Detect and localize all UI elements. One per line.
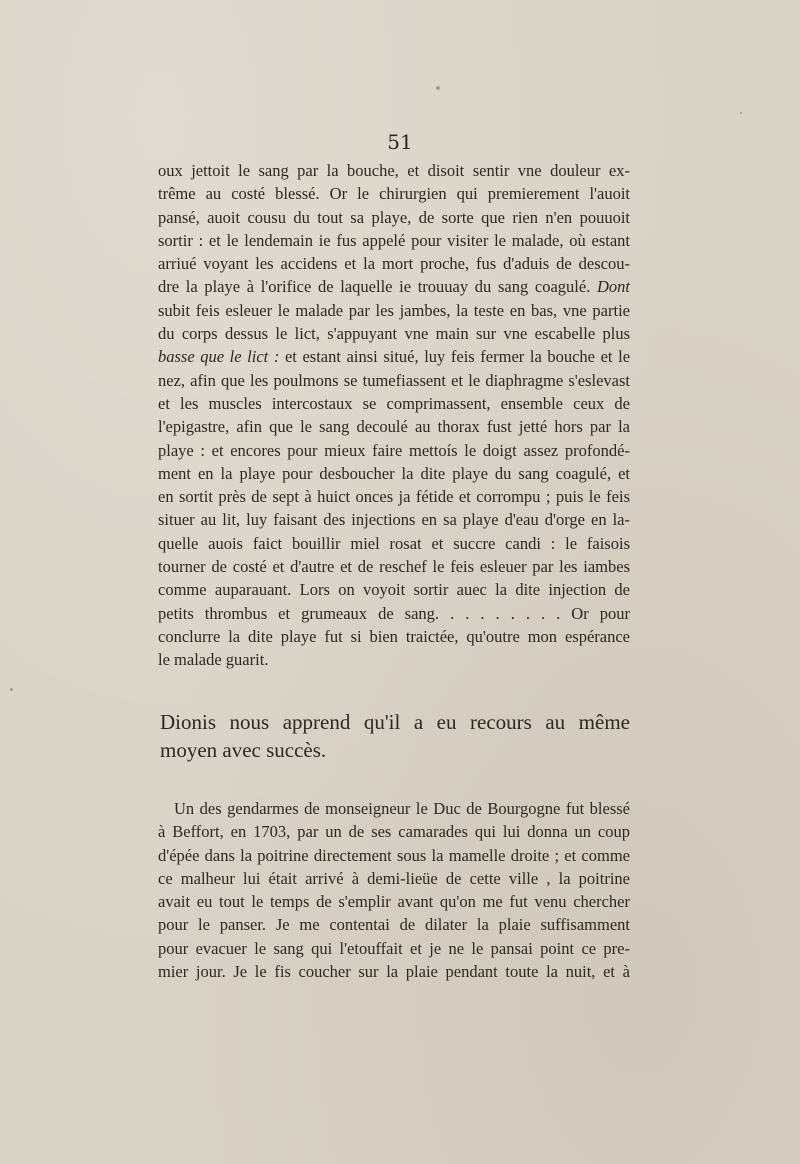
paper-speck [436,86,440,90]
text-segment: dre la playe à l'orifice de laquelle ie trouuay du sang coagulé. [158,277,591,297]
heading-line: Dionis nous apprend qu'il a eu recours au même [160,710,630,734]
text-line: Un des gendarmes de monseigneur le Duc de Bourgogne fut blessé [174,799,630,818]
text-line [158,275,630,298]
italic-text: Dont [597,277,630,297]
text-line: pour evacuer le sang qui l'etouffait et je ne le pansai point ce pre- [158,938,630,958]
text-line: nez, afin que les poulmons se tumefiassent et le diaphragme s'eslevast [158,370,630,390]
text-line: playe : et encores pour mieux faire mettoís le doigt assez profondé- [158,440,630,460]
text-line: petits thrombus et grumeaux de sang. . . . . . . . . Or pour [158,603,630,623]
text-line: pansé, auoit cousu du tout sa playe, de sorte que rien n'en pouuoit [158,207,630,227]
text-line: et les muscles intercostaux se comprimassent, ensemble ceux de [158,393,630,413]
page-number: 51 [387,130,413,154]
italic-text: basse que le lict : [158,347,280,367]
text-line: ce malheur lui était arrivé à demi-lieüe de cette ville , la poitrine [158,868,630,888]
text-line: pour le panser. Je me contentai de dilater la plaie suffisamment [158,915,630,935]
paper-speck [740,112,742,114]
body-paragraph [158,797,630,983]
heading-line: moyen avec succès. [160,738,327,762]
text-line: l'epigastre, afin que le sang decoulé au thorax fust jetté hors par la [158,417,630,437]
text-line: d'épée dans la poitrine directement sous la mamelle droite ; et comme [158,845,630,865]
text-line: sortir : et le lendemain ie fus appelé pour visiter le malade, où estant [158,230,630,250]
text-line: trême au costé blessé. Or le chirurgien qui premierement l'auoit [158,184,630,204]
text-line [158,345,630,368]
text-line: mier jour. Je le fis coucher sur la plaie pendant toute la nuit, et à [158,962,630,982]
text-line: arriué voyant les accidens et la mort proche, fus d'aduis de descou- [158,254,630,274]
text-line: comme auparauant. Lors on voyoit sortir auec la dite injection de [158,580,630,600]
italic-line: du corps dessus le lict, s'appuyant vne main sur vne escabelle plus [158,324,630,344]
text-segment: et estant ainsi situé, luy feis fermer la bouche et le [284,347,631,367]
quoted-paragraph [158,159,630,672]
text-line: tourner de costé et d'autre et de reschef le feis esleuer par les iambes [158,557,630,577]
text-line: quelle auois faict bouillir miel rosat et succre candi : le faisois [158,533,630,553]
text-line: conclurre la dite playe fut si bien traictée, qu'outre mon espérance [158,626,630,646]
text-line: situer au lit, luy faisant des injections en sa playe d'eau d'orge en la- [158,510,630,530]
text-line: à Beffort, en 1703, par un de ses camarades qui lui donna un coup [158,822,630,842]
text-line: avait eu tout le temps de s'emplir avant qu'on me fut venu chercher [158,892,630,912]
text-line: en sortit près de sept à huict onces ja fétide et corrompu ; puis le feis [158,487,630,507]
section-heading [160,708,630,764]
text-line: oux jettoit le sang par la bouche, et disoit sentir vne douleur ex- [158,161,630,180]
italic-line: subit feis esleuer le malade par les jambes, la teste en bas, vne partie [158,300,630,320]
text-line: le malade guarit. [158,650,269,670]
text-line: ment en la playe pour desboucher la dite playe du sang coagulé, et [158,463,630,483]
paper-speck [10,688,13,691]
